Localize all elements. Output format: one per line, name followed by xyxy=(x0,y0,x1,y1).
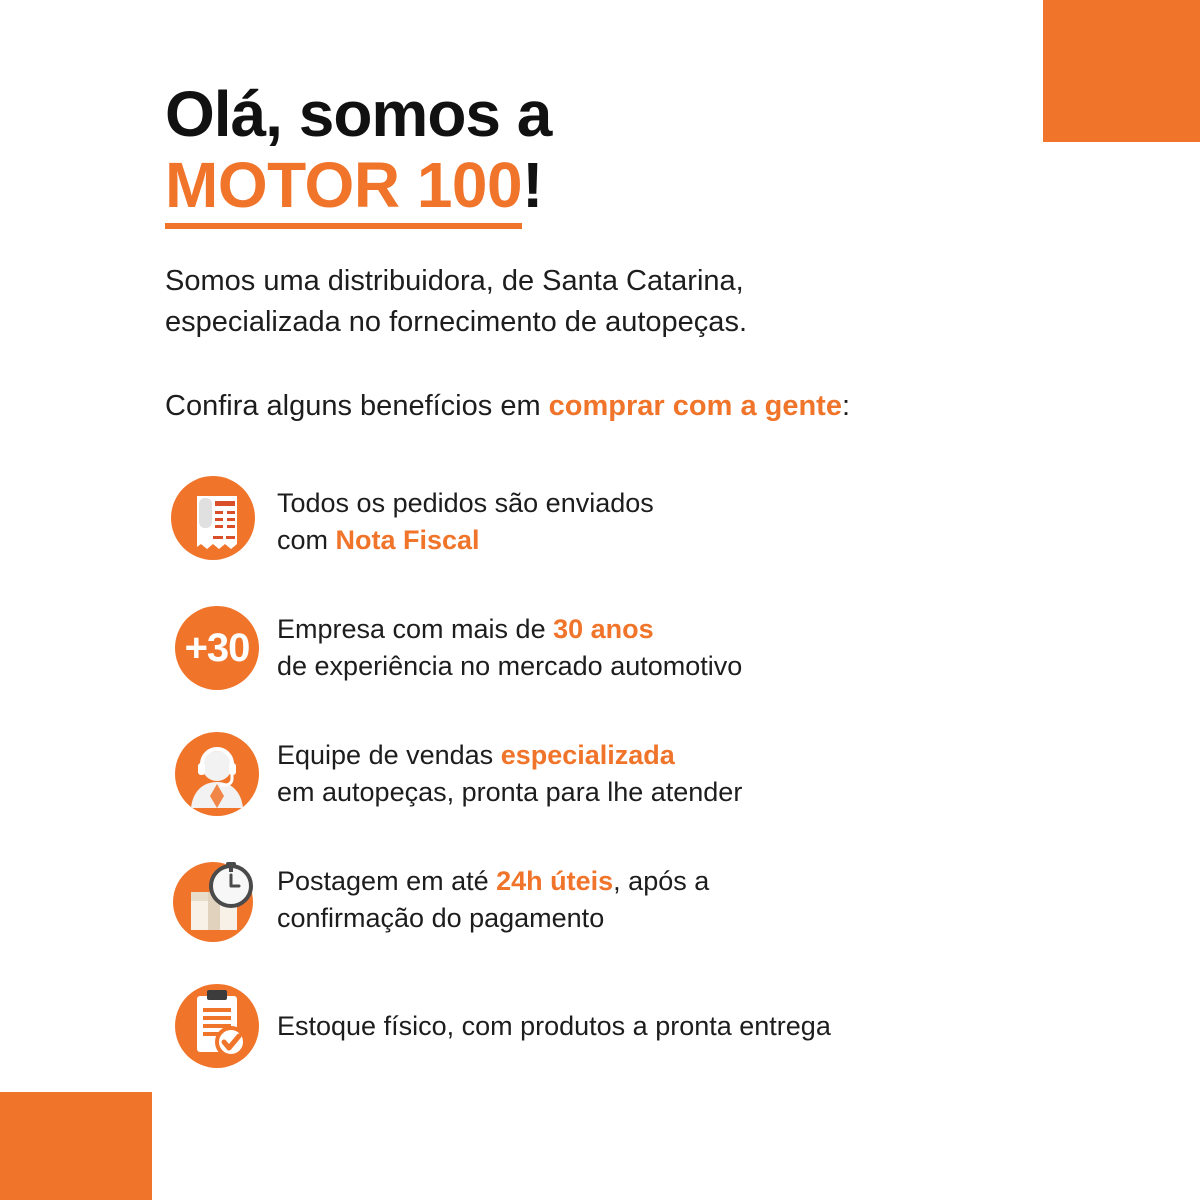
list-item xyxy=(165,850,1115,950)
benefit-1-highlight: Nota Fiscal xyxy=(335,525,480,555)
box-stopwatch-icon xyxy=(165,850,269,950)
brand-title xyxy=(165,149,1065,221)
list-item-text xyxy=(269,1008,831,1045)
badge-circle xyxy=(175,606,259,690)
benefit-1-line1: Todos os pedidos são enviados xyxy=(277,488,654,519)
benefits-list xyxy=(165,472,1115,1102)
benefit-4-line1-suffix: , após a xyxy=(613,866,710,897)
list-item xyxy=(165,976,1115,1076)
benefits-lead xyxy=(165,388,1065,426)
benefit-5-line1: Estoque físico, com produtos a pronta entrega xyxy=(277,1010,831,1041)
brand-exclamation: ! xyxy=(522,149,543,221)
benefit-4-line2: confirmação do pagamento xyxy=(277,903,605,933)
receipt-icon xyxy=(165,474,269,570)
benefit-2-highlight: 30 anos xyxy=(553,614,654,645)
badge-label: +30 xyxy=(184,625,250,670)
benefits-lead-highlight: comprar com a gente xyxy=(548,389,842,422)
sales-agent-icon xyxy=(165,726,269,822)
decorative-square-bottom-left xyxy=(0,1092,152,1200)
benefit-4-line1-prefix: Postagem em até xyxy=(277,866,497,897)
list-item-text xyxy=(269,737,742,810)
benefits-lead-prefix: Confira alguns benefícios em xyxy=(165,389,549,422)
intro-line-1: Somos uma distribuidora, de Santa Catarina, xyxy=(165,265,744,298)
benefit-1-line2-prefix: com xyxy=(277,525,336,555)
benefit-3-highlight: especializada xyxy=(500,740,675,771)
page-title: Olá, somos a xyxy=(165,78,552,150)
intro-line-2: especializada no fornecimento de autopeças. xyxy=(165,306,747,339)
list-item xyxy=(165,598,1115,698)
clipboard-check-icon xyxy=(165,978,269,1074)
list-item-text xyxy=(269,485,654,558)
intro-paragraph xyxy=(165,261,1065,343)
benefit-4-highlight: 24h úteis xyxy=(496,866,614,897)
benefit-2-line1-prefix: Empresa com mais de xyxy=(277,614,554,645)
decorative-square-top-right xyxy=(1043,0,1200,142)
plus-30-badge-icon xyxy=(165,606,269,690)
benefit-3-line1-prefix: Equipe de vendas xyxy=(277,740,501,771)
benefits-lead-suffix: : xyxy=(841,389,851,422)
list-item xyxy=(165,472,1115,572)
benefit-3-line2: em autopeças, pronta para lhe atender xyxy=(277,777,743,807)
benefit-2-line2: de experiência no mercado automotivo xyxy=(277,651,743,681)
list-item-text xyxy=(269,611,742,684)
brand-name: MOTOR 100 xyxy=(165,149,522,229)
header-block xyxy=(165,78,1065,425)
list-item-text xyxy=(269,863,709,936)
list-item xyxy=(165,724,1115,824)
